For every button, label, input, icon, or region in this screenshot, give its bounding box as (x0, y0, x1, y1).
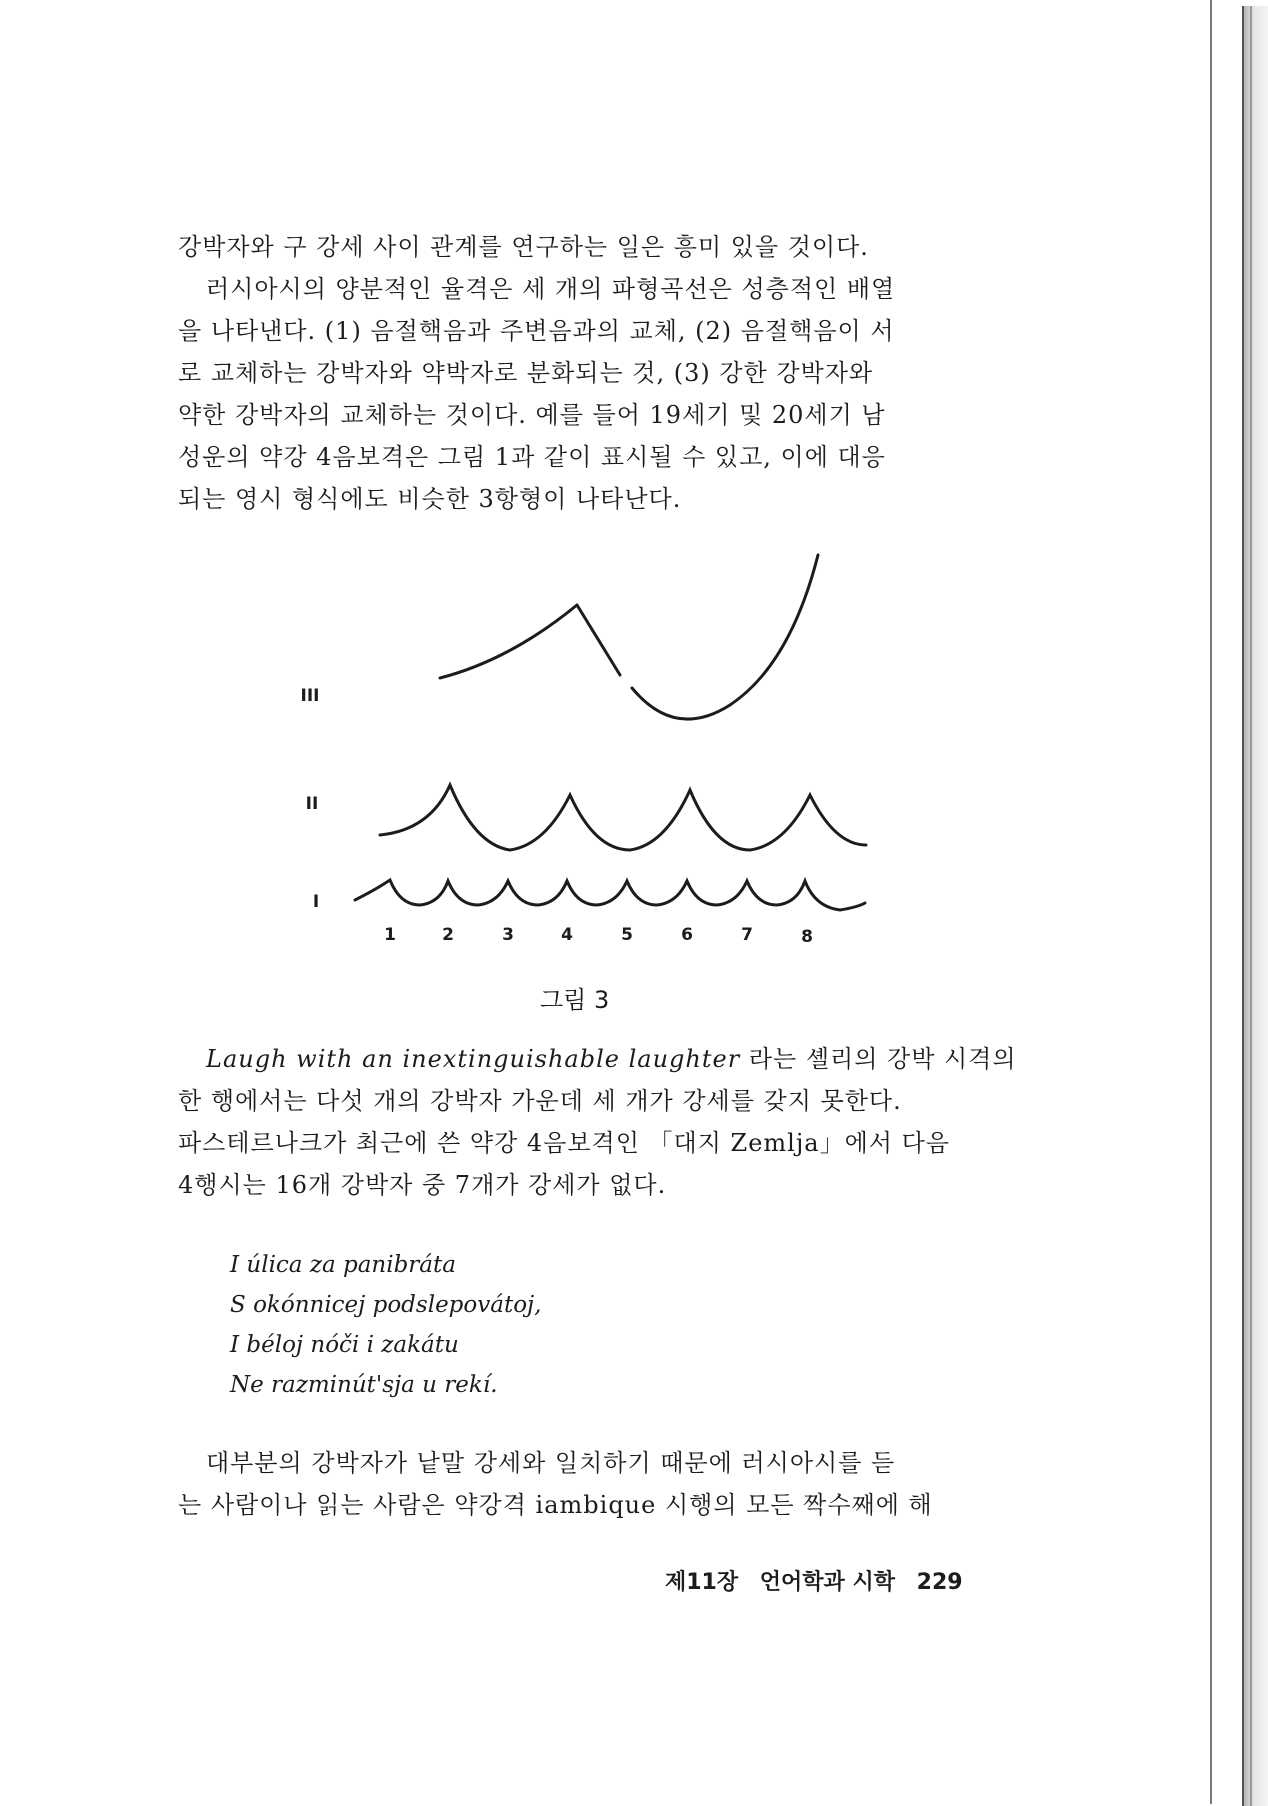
text-line: 을 나타낸다. (1) 음절핵음과 주변음과의 교체, (2) 음절핵음이 서 (178, 317, 895, 345)
paragraph-3 (178, 1038, 1017, 1206)
position-label: 7 (741, 925, 753, 945)
text-line: 되는 영시 형식에도 비슷한 3항형이 나타난다. (178, 485, 682, 513)
wave-curve-iii-right (632, 555, 818, 719)
position-label: 5 (621, 925, 633, 945)
paragraph-2 (178, 268, 984, 520)
text-line: 파스테르나크가 최근에 쓴 약강 4음보격인 「대지 Zemlja」에서 다음 (178, 1129, 950, 1157)
level-label-iii: III (300, 686, 320, 706)
text-line: 약한 강박자의 교체하는 것이다. 예를 들어 19세기 및 20세기 남 (178, 401, 886, 429)
text-line: 강박자와 구 강세 사이 관계를 연구하는 일은 흥미 있을 것이다. (178, 233, 869, 261)
text-line: 성운의 약강 4음보격은 그림 1과 같이 표시될 수 있고, 이에 대응 (178, 443, 886, 471)
text-fragment: 라는 셸리의 강박 시격의 (748, 1045, 1017, 1073)
text-line: 로 교체하는 강박자와 약박자로 분화되는 것, (3) 강한 강박자와 (178, 359, 874, 387)
position-label: 6 (681, 925, 693, 945)
text-line: 4행시는 16개 강박자 중 7개가 강세가 없다. (178, 1171, 667, 1199)
wave-curve-iii (440, 605, 620, 678)
level-label-ii: II (305, 794, 319, 814)
paragraph-1 (178, 226, 984, 268)
shelley-quote: Laugh with an inextinguishable laughter (206, 1045, 741, 1073)
poem-line: I béloj nóči i zakátu (230, 1332, 459, 1358)
page-edge-shading (1242, 6, 1268, 1806)
wave-curve-ii (380, 785, 866, 850)
poem-line: S okónnicej podslepovátoj, (230, 1292, 542, 1318)
figure-caption: 그림 3 (540, 986, 610, 1014)
pasternak-quatrain (230, 1245, 542, 1405)
chapter-title: 언어학과 시학 (759, 1570, 895, 1595)
position-label: 3 (502, 925, 514, 945)
wave-curves-svg (280, 545, 900, 955)
position-label: 8 (801, 927, 813, 947)
running-footer (665, 1565, 963, 1596)
position-label: 2 (442, 925, 454, 945)
wave-curve-i (355, 880, 865, 910)
text-line (178, 1038, 1017, 1080)
page-number: 229 (916, 1570, 963, 1595)
chapter-number: 제11장 (665, 1570, 739, 1595)
poem-line: Ne razminút'sja u rekí. (230, 1372, 498, 1398)
paragraph-4 (178, 1442, 984, 1526)
position-label: 1 (384, 925, 396, 945)
text-line: 러시아시의 양분적인 율격은 세 개의 파형곡선은 성층적인 배열 (206, 275, 896, 303)
position-label: 4 (561, 925, 573, 945)
figure-3-wave-diagram (280, 545, 900, 955)
text-line: 는 사람이나 읽는 사람은 약강격 iambique 시행의 모든 짝수째에 해 (178, 1491, 933, 1519)
poem-line: I úlica za panibráta (230, 1252, 456, 1278)
text-line: 한 행에서는 다섯 개의 강박자 가운데 세 개가 강세를 갖지 못한다. (178, 1087, 902, 1115)
level-label-i: I (312, 892, 320, 912)
text-line: 대부분의 강박자가 낱말 강세와 일치하기 때문에 러시아시를 듣 (206, 1449, 896, 1477)
